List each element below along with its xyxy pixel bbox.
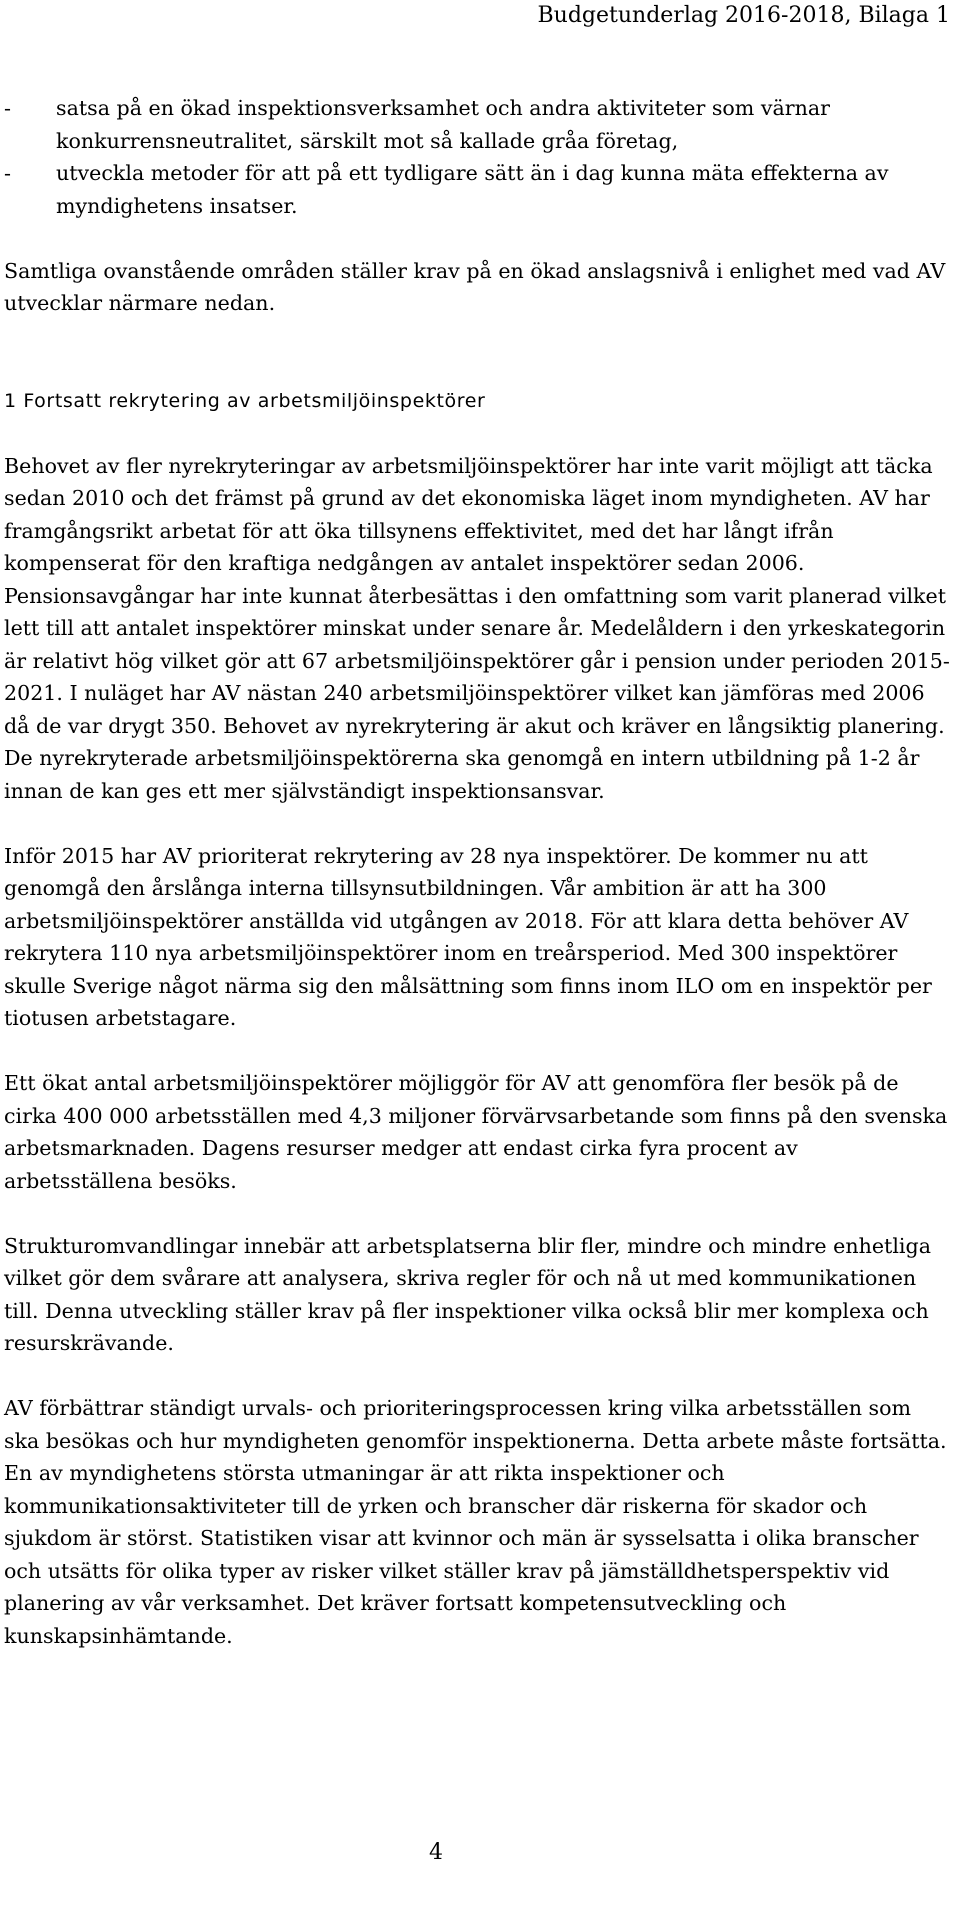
bullet-text: utveckla metoder för att på ett tydligare sätt än i dag kunna mäta effekterna av myndighetens insatser.	[56, 161, 889, 218]
bullet-marker: -	[4, 96, 11, 120]
body-paragraph: AV förbättrar ständigt urvals- och prioriteringsprocessen kring vilka arbetsställen som ska besökas och hur myndigheten genomför inspektionerna. Detta arbete måste fortsätta. En av myndighetens största utmaningar är att rikta inspektioner och kommunikationsaktiviteter till de yrken och branscher där riskerna för skador och sjukdom är störst. Statistiken visar att kvinnor och män är sysselsatta i olika branscher och utsätts för olika typer av risker vilket ställer krav på jämställdhetsperspektiv vid planering av vår verksamhet. Det kräver fortsatt kompetensutveckling och kunskapsinhämtande.	[4, 1396, 947, 1648]
bullet-text: satsa på en ökad inspektionsverksamhet och andra aktiviteter som värnar konkurrensneutralitet, särskilt mot så kallade gråa företag,	[56, 96, 831, 153]
page-header: Budgetunderlag 2016-2018, Bilaga 1	[537, 3, 950, 28]
body-paragraph: Strukturomvandlingar innebär att arbetsplatserna blir fler, mindre och mindre enhetliga vilket gör dem svårare att analysera, skriva regler för och nå ut med kommunikationen till. Denna utveckling ställer krav på fler inspektioner vilka också blir mer komplexa och resurskrävande.	[4, 1233, 931, 1355]
intro-paragraph: Samtliga ovanstående områden ställer krav på en ökad anslagsnivå i enlighet med vad AV utvecklar närmare nedan.	[4, 258, 946, 315]
page-number: 4	[429, 1840, 443, 1865]
body-paragraph: Behovet av fler nyrekryteringar av arbetsmiljöinspektörer har inte varit möjligt att täcka sedan 2010 och det främst på grund av det ekonomiska läget inom myndigheten. AV har framgångsrikt arbetat för att öka tillsynens effektivitet, med det har långt ifrån kompenserat för den kraftiga nedgången av antalet inspektörer sedan 2006. Pensionsavgångar har inte kunnat återbesättas i den omfattning som varit planerad vilket lett till att antalet inspektörer minskat under senare år. Medelåldern i den yrkeskategorin är relativt hög vilket gör att 67 arbetsmiljöinspektörer går i pension under perioden 2015-2021. I nuläget har AV nästan 240 arbetsmiljöinspektörer vilket kan jämföras med 2006 då de var drygt 350. Behovet av nyrekrytering är akut och kräver en långsiktig planering. De nyrekryterade arbetsmiljöinspektörerna ska genomgå en intern utbildning på 1-2 år innan de kan ges ett mer självständigt inspektionsansvar.	[4, 453, 950, 803]
body-paragraph: Inför 2015 har AV prioriterat rekrytering av 28 nya inspektörer. De kommer nu att genomgå den årslånga interna tillsynsutbildningen. Vår ambition är att ha 300 arbetsmiljöinspektörer anställda vid utgången av 2018. För att klara detta behöver AV rekrytera 110 nya arbetsmiljöinspektörer inom en treårsperiod. Med 300 inspektörer skulle Sverige något närma sig den målsättning som finns inom ILO om en inspektör per tiotusen arbetstagare.	[4, 843, 932, 1030]
section-heading: 1 Fortsatt rekrytering av arbetsmiljöinspektörer	[4, 389, 486, 412]
body-paragraph: Ett ökat antal arbetsmiljöinspektörer möjliggör för AV att genomföra fler besök på de cirka 400 000 arbetsställen med 4,3 miljoner förvärvsarbetande som finns på den svenska arbetsmarknaden. Dagens resurser medger att endast cirka fyra procent av arbetsställena besöks.	[4, 1071, 948, 1193]
bullet-marker: -	[4, 161, 11, 185]
bullet-item	[4, 92, 950, 157]
bullet-item	[4, 157, 950, 222]
document-body	[4, 92, 950, 1685]
